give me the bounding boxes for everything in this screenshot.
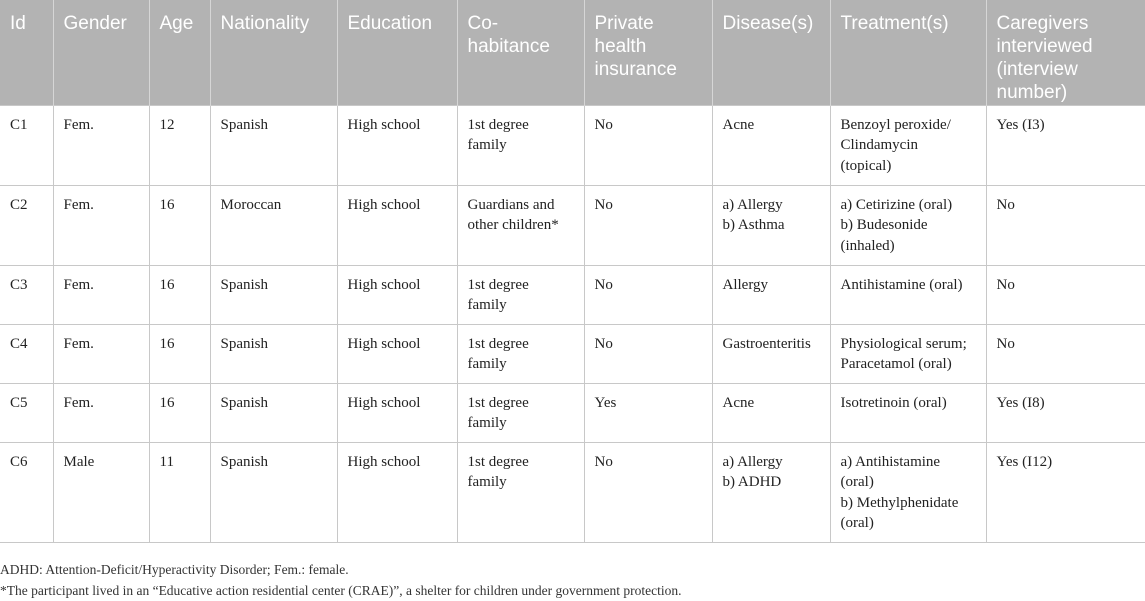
cell-private-insurance <box>584 383 712 442</box>
cell-line: (oral) <box>840 474 874 490</box>
cell-line: High school <box>347 453 421 470</box>
header-education <box>337 0 457 105</box>
cell-line: Male <box>63 453 95 470</box>
cell-line: Yes (I12) <box>996 453 1053 470</box>
header-diseases <box>712 0 830 105</box>
cell-caregivers <box>986 265 1145 324</box>
cell-line: Spanish <box>220 453 269 470</box>
cell-age <box>149 324 210 383</box>
header-line: Nationality <box>220 13 310 34</box>
table-body <box>0 105 1145 542</box>
table-footnotes <box>0 559 1145 601</box>
cell-diseases <box>712 383 830 442</box>
cell-line: Isotretinoin (oral) <box>840 394 947 411</box>
cell-private-insurance <box>584 265 712 324</box>
cell-caregivers <box>986 105 1145 185</box>
cell-line: family <box>467 137 507 153</box>
cell-age <box>149 105 210 185</box>
cell-caregivers <box>986 442 1145 542</box>
cell-line: Yes (I3) <box>996 116 1045 133</box>
cell-line: a) Antihistamine <box>840 453 941 470</box>
cell-diseases <box>712 324 830 383</box>
cell-line: C4 <box>10 335 28 352</box>
header-age <box>149 0 210 105</box>
cell-line: 12 <box>159 116 175 133</box>
cell-line: C1 <box>10 116 28 133</box>
cell-line: 11 <box>159 453 174 470</box>
cell-line: Spanish <box>220 276 269 293</box>
cell-line: Antihistamine (oral) <box>840 276 963 293</box>
cell-line: Yes <box>594 394 617 411</box>
header-private-health-insurance <box>584 0 712 105</box>
cell-id <box>0 185 53 265</box>
cell-line: C2 <box>10 196 28 213</box>
table-row <box>0 105 1145 185</box>
cell-line: a) Allergy <box>722 196 783 213</box>
cell-line: family <box>467 356 507 372</box>
cell-gender <box>53 105 149 185</box>
cell-line: Physiological serum; <box>840 335 967 352</box>
cell-line: (inhaled) <box>840 237 895 254</box>
table-row <box>0 442 1145 542</box>
cell-cohabitance <box>457 324 584 383</box>
cell-private-insurance <box>584 442 712 542</box>
cell-line: Fem. <box>63 116 94 133</box>
cell-nationality <box>210 185 337 265</box>
cell-line: No <box>996 335 1015 352</box>
cell-line: 16 <box>159 276 175 293</box>
cell-line: High school <box>347 276 421 293</box>
cell-line: b) Methylphenidate <box>840 494 959 511</box>
header-line: number) <box>996 82 1068 103</box>
cell-line: a) Allergy <box>722 453 783 470</box>
header-cohabitance <box>457 0 584 105</box>
cell-treatments <box>830 324 986 383</box>
cell-age <box>149 442 210 542</box>
header-line: Treatment(s) <box>840 13 949 34</box>
cell-cohabitance <box>457 185 584 265</box>
cell-line: High school <box>347 196 421 213</box>
cell-nationality <box>210 324 337 383</box>
cell-education <box>337 442 457 542</box>
cell-line: No <box>996 276 1015 293</box>
header-line: Education <box>347 13 433 34</box>
cell-diseases <box>712 265 830 324</box>
cell-line: Yes (I8) <box>996 394 1045 411</box>
cell-line: 1st degree <box>467 453 529 470</box>
footnote-abbreviations: ADHD: Attention-Deficit/Hyperactivity Disorder; Fem.: female. <box>0 562 349 577</box>
cell-gender <box>53 442 149 542</box>
cell-line: Acne <box>722 394 755 411</box>
cell-line: Allergy <box>722 276 769 293</box>
cell-line: C5 <box>10 394 28 411</box>
header-line: interviewed <box>996 36 1093 57</box>
cell-line: (oral) <box>840 515 874 531</box>
cell-education <box>337 324 457 383</box>
header-line: insurance <box>594 59 677 80</box>
cell-line: b) ADHD <box>722 474 782 490</box>
cell-treatments <box>830 442 986 542</box>
cell-education <box>337 383 457 442</box>
cell-id <box>0 265 53 324</box>
cell-id <box>0 442 53 542</box>
cell-line: No <box>594 453 613 470</box>
cell-cohabitance <box>457 265 584 324</box>
cell-line: High school <box>347 394 421 411</box>
cell-line: Spanish <box>220 335 269 352</box>
cell-line: No <box>594 196 613 213</box>
cell-id <box>0 105 53 185</box>
cell-line: No <box>594 335 613 352</box>
cell-line: High school <box>347 335 421 352</box>
cell-education <box>337 185 457 265</box>
header-line: habitance <box>467 36 550 57</box>
cell-line: No <box>594 116 613 133</box>
cell-line: family <box>467 297 507 313</box>
footnote-crae: *The participant lived in an “Educative action residential center (CRAE)”, a shelter for children under government protection. <box>0 583 682 598</box>
header-line: health <box>594 36 647 57</box>
table-row <box>0 383 1145 442</box>
cell-cohabitance <box>457 442 584 542</box>
header-line: Age <box>159 13 194 34</box>
cell-gender <box>53 383 149 442</box>
cell-treatments <box>830 185 986 265</box>
cell-line: Guardians and <box>467 196 555 213</box>
cell-age <box>149 265 210 324</box>
cell-private-insurance <box>584 324 712 383</box>
cell-line: Moroccan <box>220 196 282 213</box>
header-line: Id <box>10 13 26 34</box>
cell-id <box>0 324 53 383</box>
cell-cohabitance <box>457 383 584 442</box>
cell-line: C6 <box>10 453 28 470</box>
cell-line: 1st degree <box>467 335 529 352</box>
header-treatments <box>830 0 986 105</box>
cell-gender <box>53 324 149 383</box>
cell-caregivers <box>986 185 1145 265</box>
cell-cohabitance <box>457 105 584 185</box>
cell-nationality <box>210 265 337 324</box>
cell-line: 1st degree <box>467 116 529 133</box>
cell-nationality <box>210 442 337 542</box>
cell-line: 1st degree <box>467 276 529 293</box>
cell-caregivers <box>986 324 1145 383</box>
cell-education <box>337 105 457 185</box>
cell-line: Benzoyl peroxide/ <box>840 116 951 133</box>
table-row <box>0 185 1145 265</box>
cell-nationality <box>210 105 337 185</box>
cell-line: family <box>467 415 507 431</box>
header-line: (interview <box>996 59 1078 80</box>
cell-private-insurance <box>584 185 712 265</box>
cell-line: Fem. <box>63 276 94 293</box>
table-row <box>0 265 1145 324</box>
cell-diseases <box>712 105 830 185</box>
cell-line: Gastroenteritis <box>722 335 811 352</box>
cell-line: Clindamycin <box>840 137 918 153</box>
cell-treatments <box>830 265 986 324</box>
header-id <box>0 0 53 105</box>
cell-line: Fem. <box>63 394 94 411</box>
cell-line: 16 <box>159 196 175 213</box>
header-line: Private <box>594 13 654 34</box>
cell-line: 16 <box>159 394 175 411</box>
cell-line: (topical) <box>840 157 892 174</box>
header-line: Gender <box>63 13 127 34</box>
cell-caregivers <box>986 383 1145 442</box>
header-caregivers-interviewed <box>986 0 1145 105</box>
cell-treatments <box>830 105 986 185</box>
cell-line: 1st degree <box>467 394 529 411</box>
cell-line: Fem. <box>63 196 94 213</box>
cell-line: High school <box>347 116 421 133</box>
cell-line: b) Budesonide <box>840 217 928 233</box>
cell-diseases <box>712 185 830 265</box>
header-row <box>0 0 1145 105</box>
table-row <box>0 324 1145 383</box>
cell-line: Spanish <box>220 116 269 133</box>
cell-nationality <box>210 383 337 442</box>
cell-line: C3 <box>10 276 28 293</box>
cell-line: No <box>594 276 613 293</box>
header-gender <box>53 0 149 105</box>
header-line: Co- <box>467 13 499 34</box>
cell-line: Spanish <box>220 394 269 411</box>
cell-id <box>0 383 53 442</box>
cell-diseases <box>712 442 830 542</box>
cell-private-insurance <box>584 105 712 185</box>
header-line: Caregivers <box>996 13 1089 34</box>
cell-line: Fem. <box>63 335 94 352</box>
cell-treatments <box>830 383 986 442</box>
header-line: Disease(s) <box>722 13 814 34</box>
cell-line: b) Asthma <box>722 217 785 233</box>
cell-gender <box>53 185 149 265</box>
cell-education <box>337 265 457 324</box>
cell-line: a) Cetirizine (oral) <box>840 196 953 213</box>
cell-line: Acne <box>722 116 755 133</box>
header-nationality <box>210 0 337 105</box>
cell-line: 16 <box>159 335 175 352</box>
cell-gender <box>53 265 149 324</box>
cell-line: Paracetamol (oral) <box>840 356 952 372</box>
cell-age <box>149 185 210 265</box>
cell-line: other children* <box>467 217 559 233</box>
cell-line: family <box>467 474 507 490</box>
cell-age <box>149 383 210 442</box>
cell-line: No <box>996 196 1015 213</box>
